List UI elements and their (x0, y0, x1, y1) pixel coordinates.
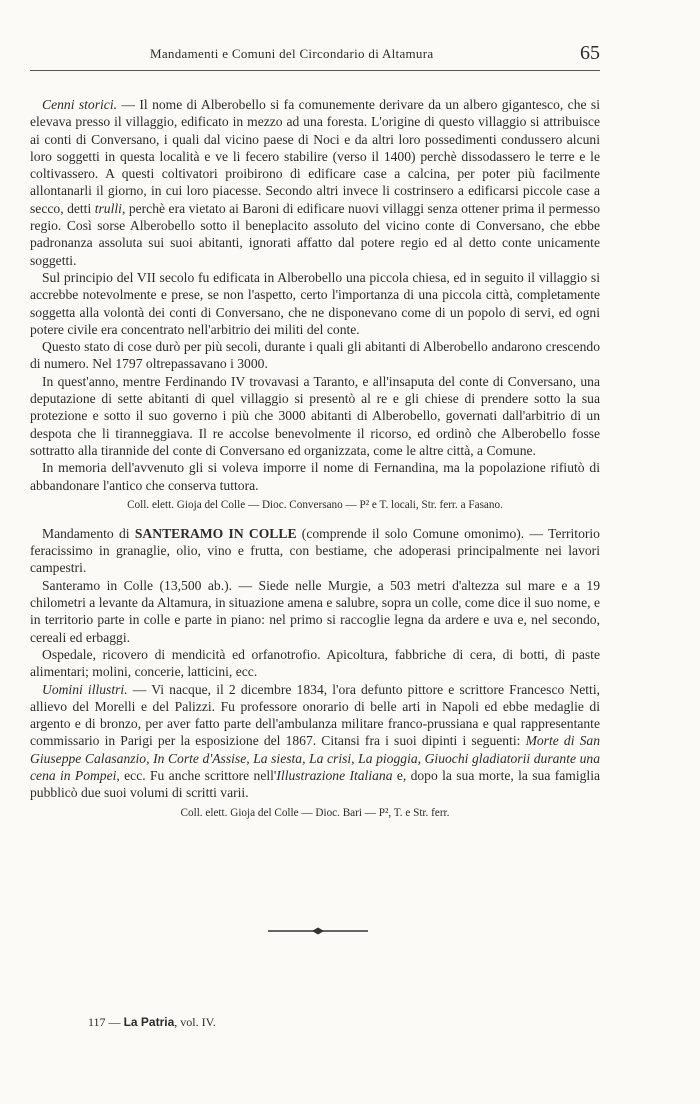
illustrazione-title: Illustrazione Italiana (276, 767, 393, 783)
santeramo-paragraph-2: Santeramo in Colle (13,500 ab.). — Siede nelle Murgie, a 503 metri d'altezza sul mare e a 19 chilometri a levante da Altamura, in situazione amena e salubre, sopra un colle, come dice il suo nome, e in territorio parte in colle e parte in piano: nel primo si raccoglie legna da ardere e uva e, nel secondo, cereali ed erbaggi. (30, 577, 600, 645)
santeramo-paragraph-4: Uomini illustri. — Vi nacque, il 2 dicembre 1834, l'ora defunto pittore e scrittore Francesco Netti, allievo del Morelli e del Palizzi. Fu professore onorario di belle arti in Napoli ed ebbe medaglie di argento e di bronzo, per aver fatto parte dell'ambulanza militare franco-prussiana e qual rappresentante commissario in Parigi per la esposizione del 1867. Citansi fra i suoi dipinti i seguenti: Morte di San Giuseppe Calasanzio, In Corte d'Assise, La siesta, La crisi, La pioggia, Giuochi gladiatorii durante una cena in Pompei, ecc. Fu anche scrittore nell'Illustrazione Italiana e, dopo la sua morte, la sua famiglia pubblicò due suoi volumi di scritti varii. (30, 681, 600, 801)
santeramo-paragraph-1: Mandamento di SANTERAMO IN COLLE (comprende il solo Comune omonimo). — Territorio feracissimo in granaglie, olio, vino e frutta, con bestiame, che adoperasi principalmente nei lavori campestri. (30, 525, 600, 576)
alberobello-paragraph-5: In memoria dell'avvenuto gli si voleva imporre il nome di Fernandina, ma la popolazione rifiutò di abbandonare l'antico che conserva tuttora. (30, 460, 600, 493)
running-header (30, 40, 600, 71)
alberobello-paragraph-3: Questo stato di cose durò per più secoli, durante i quali gli abitanti di Alberobello andarono crescendo di numero. Nel 1797 oltrepassavano i 3000. (30, 339, 600, 372)
alberobello-paragraph-4: In quest'anno, mentre Ferdinando IV trovavasi a Taranto, e all'insaputa del conte di Conversano, una deputazione di sette abitanti di quel villaggio si presentò al re e gli chiese di prendere sotto la sua protezione e sotto il suo governo i più che 3000 abitanti di Alberobello, governati dall'arbitrio di un despota che li tiranneggiava. Il re accolse benevolmente il ricorso, ed ordinò che Alberobello fosse sottratto alla tirannide del conte di Conversano ed organizzata, come le altre città, a Comune. (30, 373, 600, 458)
header-title: Mandamenti e Comuni del Circondario di Altamura (150, 46, 434, 61)
main-text (30, 96, 600, 833)
alberobello-note: Coll. elett. Gioja del Colle — Dioc. Conversano — P² e T. locali, Str. ferr. a Fasano. (127, 498, 503, 511)
works-list: Morte di San Giuseppe Calasanzio, In Corte d'Assise, La siesta, La crisi, La pioggia, Giuochi gladiatorii durante una cena in Pompei (30, 733, 600, 783)
publication-name: La Patria (123, 1015, 175, 1029)
alberobello-paragraph-2: Sul principio del VII secolo fu edificata in Alberobello una piccola chiesa, ed in seguito il villaggio si accrebbe notevolmente e prese, se non l'aspetto, certo l'importanza di una piccola città, completamente soggetta alla volontà dei conti di Conversano, che ne disponevano come di un popolo di servi, ed ogni potere civile era concentrato nell'arbitrio dei militi del conte. (30, 269, 600, 337)
santeramo-note: Coll. elett. Gioja del Colle — Dioc. Bari — P², T. e Str. ferr. (180, 806, 450, 819)
section-ornament (268, 927, 368, 935)
page-number: 65 (580, 42, 600, 64)
cenni-storici-label: Cenni storici. (42, 97, 118, 112)
alberobello-paragraph-1: Cenni storici. — Il nome di Alberobello si fa comunemente derivare da un albero gigantesco, che si elevava presso il villaggio, edificato in mezzo ad una foresta. L'origine di questo villaggio si attribuisce ai conti di Conversano, i quali dal vicino paese di Noci e da altri loro possedimenti condussero alcuni loro soggetti in questa località e ve li fecero stabilire (verso il 1400) perchè dissodassero le terre e le coltivassero. A questi coltivatori proibirono di edificare case a calcina, per poter più facilmente allontanarli il giorno, in cui loro piacesse. Secondo altri invece li costrinsero a edificarsi piccole case a secco, detti trulli, perchè era vietato ai Baroni di edificare nuovi villaggi senza ottener prima il permesso regio. Così sorse Alberobello sotto il beneplacito assoluto del vicino conte di Conversano, che ebbe padronanza assoluta sui suoi abitanti, ignorati affatto dal potere regio ed al detto conte unicamente soggetti. (30, 97, 601, 268)
trulli-term: trulli (94, 200, 122, 216)
printer-signature: 117 — La Patria, vol. IV. (88, 1015, 216, 1029)
santeramo-paragraph-3: Ospedale, ricovero di mendicità ed orfanotrofio. Apicoltura, fabbriche di cera, di botti, di paste alimentari; molini, concerie, latticini, ecc. (30, 646, 600, 680)
santeramo-heading: SANTERAMO IN COLLE (134, 525, 297, 541)
uomini-illustri-label: Uomini illustri. (42, 681, 128, 697)
